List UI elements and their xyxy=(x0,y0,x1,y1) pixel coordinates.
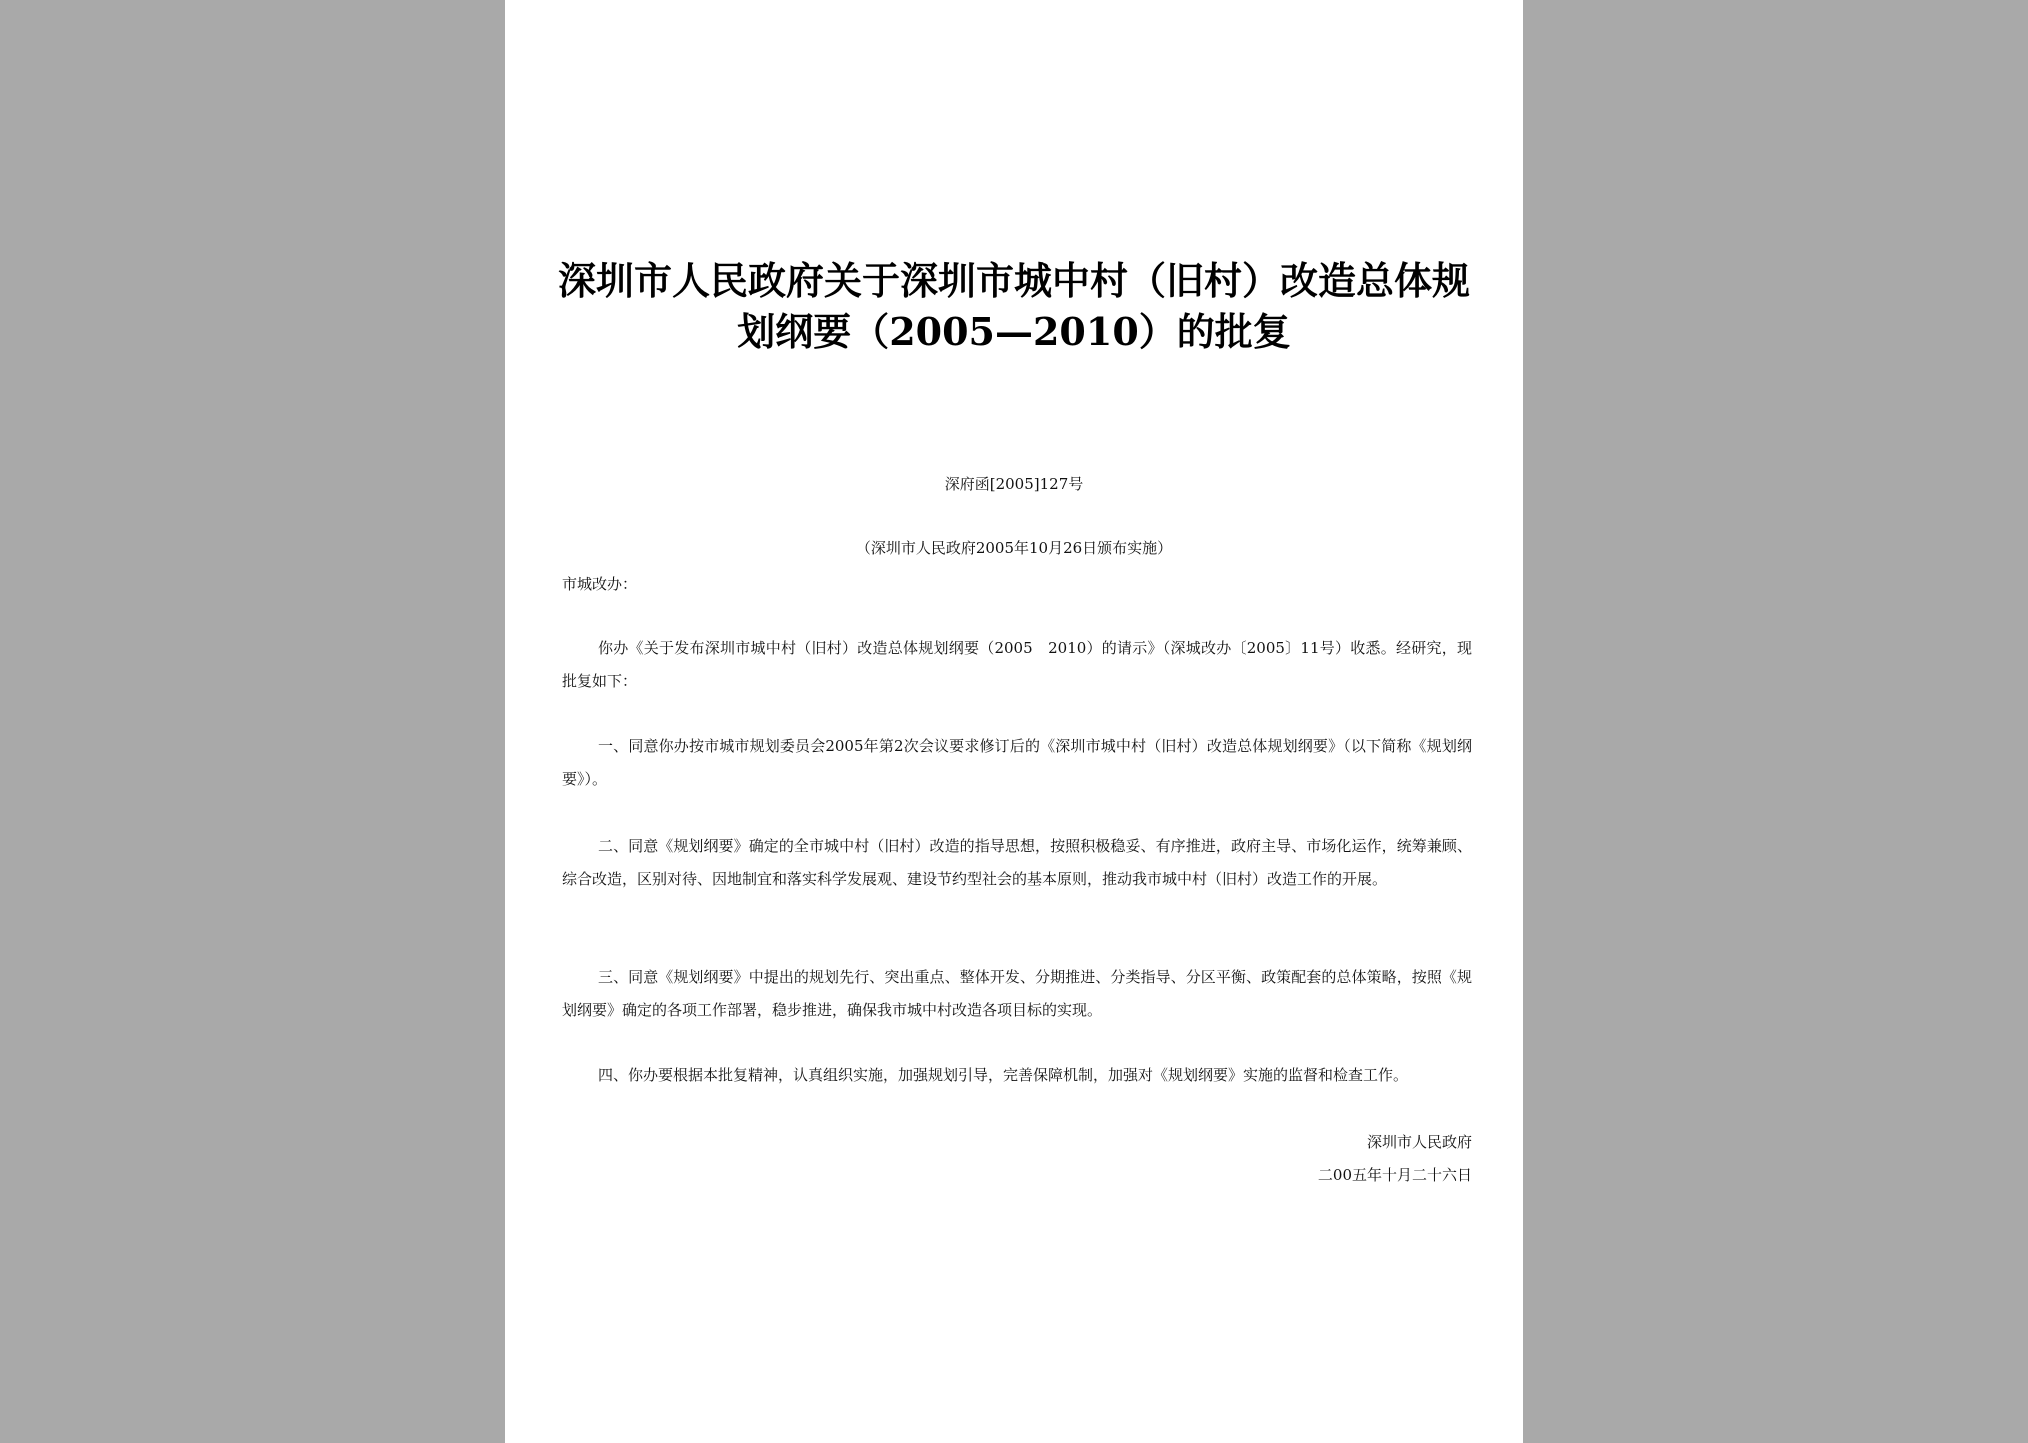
document-number: 深府函[2005]127号 xyxy=(944,475,1084,493)
paragraph-item-3: 三、同意《规划纲要》中提出的规划先行、突出重点、整体开发、分期推进、分类指导、分区平衡、政策配套的总体策略，按照《规划纲要》确定的各项工作部署，稳步推进，确保我市城中村改造各项目标的实现。 xyxy=(562,968,1472,1019)
paragraph-item-4: 四、你办要根据本批复精神，认真组织实施，加强规划引导，完善保障机制，加强对《规划纲要》实施的监督和检查工作。 xyxy=(598,1066,1409,1084)
signature-date: 二00五年十月二十六日 xyxy=(1317,1166,1472,1184)
paragraph-item-1: 一、同意你办按市城市规划委员会2005年第2次会议要求修订后的《深圳市城中村（旧村）改造总体规划纲要》（以下简称《规划纲要》）。 xyxy=(562,737,1472,788)
title-line-1: 深圳市人民政府关于深圳市城中村（旧村）改造总体规 xyxy=(557,258,1470,303)
addressee: 市城改办： xyxy=(562,575,638,593)
title-line-2: 划纲要（2005—2010）的批复 xyxy=(737,309,1291,354)
paragraph-item-2: 二、同意《规划纲要》确定的全市城中村（旧村）改造的指导思想，按照积极稳妥、有序推进，政府主导、市场化运作，统筹兼顾、综合改造，区别对待、因地制宜和落实科学发展观、建设节约型社会的基本原则，推动我市城中村（旧村）改造工作的开展。 xyxy=(562,837,1472,888)
document-page xyxy=(505,0,1523,1443)
paragraph-intro: 你办《关于发布深圳市城中村（旧村）改造总体规划纲要（2005 2010）的请示》（深城改办〔2005〕11号）收悉。经研究，现批复如下： xyxy=(562,639,1472,690)
document-title xyxy=(505,255,1523,357)
issued-note: （深圳市人民政府2005年10月26日颁布实施） xyxy=(855,539,1173,557)
signature-organization: 深圳市人民政府 xyxy=(1366,1133,1472,1151)
